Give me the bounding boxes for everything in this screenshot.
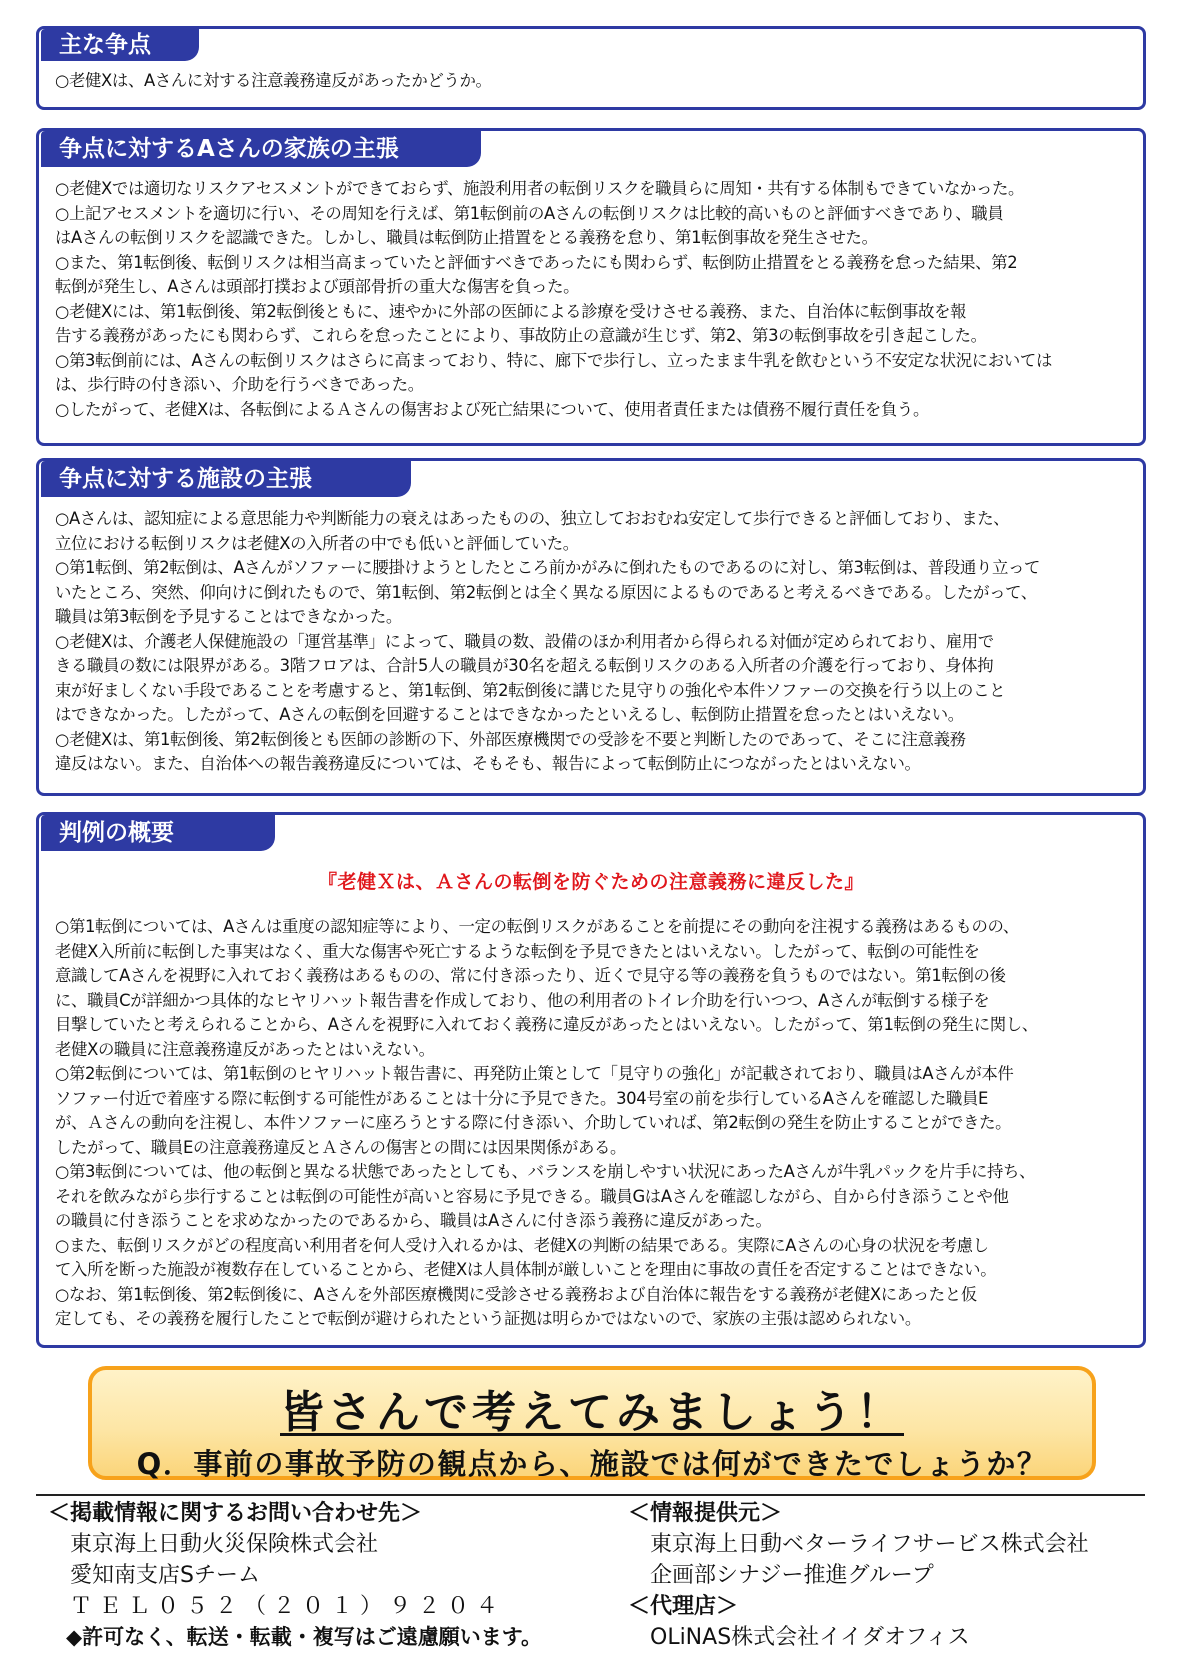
provider-company: 東京海上日動ベターライフサービス株式会社 [650, 1532, 1089, 1557]
paragraph-line: ○上記アセスメントを適切に行い、その周知を行えば、第1転倒前のAさんの転倒リスクは比較的高いものと評価すべきであり、職員 [55, 203, 1004, 223]
issue-body [55, 69, 1129, 94]
provider-block [628, 1498, 1089, 1653]
list-item [55, 1160, 1129, 1234]
family-claim-section [36, 128, 1146, 446]
paragraph-line: て入所を断った施設が複数存在していることから、老健Xは人員体制が厳しいことを理由に事故の責任を否定することはできない。 [55, 1260, 997, 1279]
paragraph-line: 老健X入所前に転倒した事実はなく、重大な傷害や死亡するような転倒を予見できたとはいえない。したがって、転倒の可能性を [55, 941, 980, 961]
think-banner [88, 1366, 1096, 1480]
list-item [55, 728, 1129, 777]
facility-claim-title: 争点に対する施設の主張 [41, 461, 411, 497]
issue-section [36, 26, 1146, 110]
issue-title: 主な争点 [41, 29, 199, 61]
issue-item: ○老健Xは、Aさんに対する注意義務違反があったかどうか。 [55, 71, 492, 90]
ruling-body [55, 915, 1129, 1332]
paragraph-line: ○老健Xには、第1転倒後、第2転倒後ともに、速やかに外部の医師による診療を受けさせる義務、また、自治体に転倒事故を報 [55, 301, 967, 321]
facility-claim-section [36, 458, 1146, 796]
list-item [55, 915, 1129, 1062]
agent-heading: ＜代理店＞ [628, 1594, 739, 1619]
paragraph-line: が、Ａさんの動向を注視し、本件ソファーに座ろうとする際に付き添い、介助していれば、第2転倒の発生を防止することができた。 [55, 1113, 1012, 1132]
paragraph-line: 老健Xの職員に注意義務違反があったとはいえない。 [55, 1039, 435, 1059]
list-item [55, 349, 1129, 398]
paragraph-line: はAさんの転倒リスクを認識できた。しかし、職員は転倒防止措置をとる義務を怠り、第1転倒事故を発生させた。 [55, 228, 878, 247]
paragraph-line: ○第1転倒、第2転倒は、Aさんがソファーに腰掛けようとしたところ前かがみに倒れたものであるのに対し、第3転倒は、普段通り立って [55, 558, 1041, 577]
paragraph-line: ○なお、第1転倒後、第2転倒後に、Aさんを外部医療機関に受診させる義務および自治体に報告をする義務が老健Xにあったと仮 [55, 1284, 977, 1304]
paragraph-line: 職員は第3転倒を予見することはできなかった。 [55, 607, 402, 626]
paragraph-line: ○老健Xでは適切なリスクアセスメントができておらず、施設利用者の転倒リスクを職員らに周知・共有する体制もできていなかった。 [55, 179, 1025, 198]
agent-name: OLiNAS株式会社イイダオフィス [650, 1625, 970, 1650]
paragraph-line: 目撃していたと考えられることから、Aさんを視野に入れておく義務に違反があったとはいえない。したがって、第1転倒の発生に関し、 [55, 1015, 1038, 1034]
ruling-conclusion: 『老健Ｘは、Ａさんの転倒を防ぐための注意義務に違反した』 [317, 871, 864, 893]
paragraph-line: ○Aさんは、認知症による意思能力や判断能力の衰えはあったものの、独立しておおむね安定して歩行できると評価しており、また、 [55, 509, 1010, 528]
ruling-section [36, 812, 1146, 1348]
list-item [55, 251, 1129, 300]
list-item [55, 177, 1129, 202]
footer-divider [36, 1494, 1145, 1496]
contact-heading: ＜掲載情報に関するお問い合わせ先＞ [48, 1501, 423, 1526]
list-item [55, 1283, 1129, 1332]
paragraph-line: きる職員の数には限界がある。3階フロアは、合計5人の職員が30名を超える転倒リスクのある入所者の介護を行っており、身体拘 [55, 656, 994, 675]
paragraph-line: 告する義務があったにも関わらず、これらを怠ったことにより、事故防止の意識が生じず、第2、第3の転倒事故を引き起こした。 [55, 326, 987, 345]
paragraph-line: ○第1転倒については、Aさんは重度の認知症等により、一定の転倒リスクがあることを前提にその動向を注視する義務はあるものの、 [55, 917, 1019, 936]
paragraph-line: の職員に付き添うことを求めなかったのであるから、職員はAさんに付き添う義務に違反があった。 [55, 1211, 772, 1230]
paragraph-line: 違反はない。また、自治体への報告義務違反については、そもそも、報告によって転倒防止につながったとはいえない。 [55, 754, 921, 773]
contact-tel: ＴＥＬ０５２（２０１）９２０４ [70, 1594, 506, 1619]
paragraph-line: いたところ、突然、仰向けに倒れたもので、第1転倒、第2転倒とは全く異なる原因によるものであると考えるべきである。したがって、 [55, 582, 1037, 602]
family-claim-body [55, 177, 1129, 422]
paragraph-line: ○第3転倒前には、Aさんの転倒リスクはさらに高まっており、特に、廊下で歩行し、立ったまま牛乳を飲むという不安定な状況においては [55, 350, 1052, 370]
paragraph-line: は、歩行時の付き添い、介助を行うべきであった。 [55, 375, 424, 394]
paragraph-line: 転倒が発生し、Aさんは頭部打撲および頭部骨折の重大な傷害を負った。 [55, 277, 580, 296]
think-question: Q．事前の事故予防の観点から、施設では何ができたでしょうか？ [136, 1447, 1048, 1481]
think-title: 皆さんで考えてみましょう！ [280, 1387, 904, 1438]
list-item [55, 300, 1129, 349]
paragraph-line: 定しても、その義務を履行したことで転倒が避けられたという証拠は明らかではないので、家族の主張は認められない。 [55, 1309, 921, 1328]
paragraph-line: ○老健Xは、介護老人保健施設の「運営基準」によって、職員の数、設備のほか利用者から得られる対価が定められており、雇用で [55, 631, 994, 651]
list-item [55, 556, 1129, 630]
provider-dept: 企画部シナジー推進グループ [650, 1563, 934, 1588]
paragraph-line: はできなかった。したがって、Aさんの転倒を回避することはできなかったといえるし、転倒防止措置を怠ったとはいえない。 [55, 705, 964, 724]
list-item [55, 1234, 1129, 1283]
list-item [55, 202, 1129, 251]
paragraph-line: ○老健Xは、第1転倒後、第2転倒後とも医師の診断の下、外部医療機関での受診を不要と判断したのであって、そこに注意義務 [55, 729, 966, 749]
contact-company: 東京海上日動火災保険株式会社 [70, 1532, 379, 1557]
paragraph-line: 立位における転倒リスクは老健Xの入所者の中でも低いと評価していた。 [55, 533, 579, 553]
paragraph-line: ○また、転倒リスクがどの程度高い利用者を何人受け入れるかは、老健Xの判断の結果である。実際にAさんの心身の状況を考慮し [55, 1235, 989, 1255]
paragraph-line: ソファー付近で着座する際に転倒する可能性があることは十分に予見できた。304号室の前を歩行しているAさんを確認した職員E [55, 1088, 989, 1108]
copy-notice: ◆許可なく、転送・転載・複写はご遠慮願います。 [66, 1625, 543, 1649]
paragraph-line: 束が好ましくない手段であることを考慮すると、第1転倒、第2転倒後に講じた見守りの強化や本件ソファーの交換を行う以上のこと [55, 680, 1006, 700]
paragraph-line: ○第2転倒については、第1転倒のヒヤリハット報告書に、再発防止策として「見守りの強化」が記載されており、職員はAさんが本件 [55, 1064, 1014, 1083]
provider-heading: ＜情報提供元＞ [628, 1501, 783, 1526]
paragraph-line: ○また、第1転倒後、転倒リスクは相当高まっていたと評価すべきであったにも関わらず、転倒防止措置をとる義務を怠った結果、第2 [55, 252, 1018, 272]
paragraph-line: 意識してAさんを視野に入れておく義務はあるものの、常に付き添ったり、近くで見守る等の義務を負うものではない。第1転倒の後 [55, 966, 1006, 985]
contact-team: 愛知南支店Sチーム [70, 1563, 260, 1588]
paragraph-line: ○したがって、老健Xは、各転倒によるＡさんの傷害および死亡結果について、使用者責任または債務不履行責任を負う。 [55, 399, 929, 419]
list-item [55, 398, 1129, 423]
paragraph-line: それを飲みながら歩行することは転倒の可能性が高いと容易に予見できる。職員GはAさんを確認しながら、自から付き添うことや他 [55, 1186, 1009, 1206]
list-item [55, 507, 1129, 556]
family-claim-title: 争点に対するAさんの家族の主張 [41, 131, 481, 167]
paragraph-line: に、職員Cが詳細かつ具体的なヒヤリハット報告書を作成しており、他の利用者のトイレ介助を行いつつ、Aさんが転倒する様子を [55, 990, 990, 1010]
paragraph-line: ○第3転倒については、他の転倒と異なる状態であったとしても、バランスを崩しやすい状況にあったAさんが牛乳パックを片手に持ち、 [55, 1162, 1036, 1181]
list-item [55, 1062, 1129, 1160]
facility-claim-body [55, 507, 1129, 777]
contact-block [48, 1498, 542, 1653]
ruling-title: 判例の概要 [41, 815, 275, 851]
list-item [55, 630, 1129, 728]
paragraph-line: したがって、職員Eの注意義務違反とＡさんの傷害との間には因果関係がある。 [55, 1137, 627, 1157]
